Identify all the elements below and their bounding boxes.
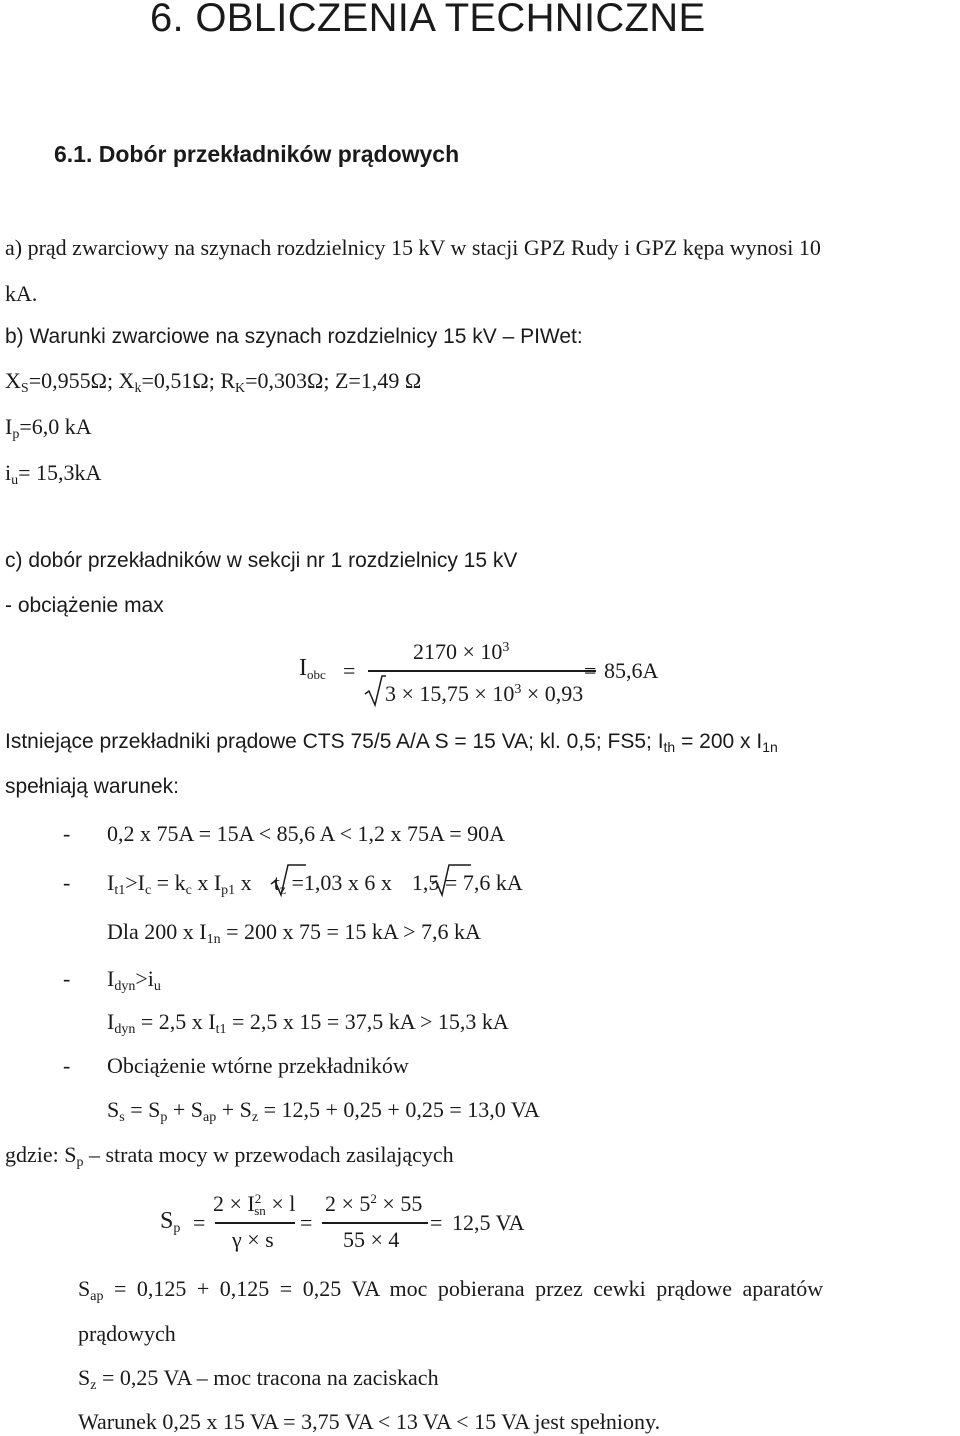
- iobc-denominator: $3 \times 15,75 \times 10^3 \times 0,93$: [385, 681, 584, 706]
- item-a-line2: kA.: [5, 281, 38, 306]
- dash: -: [63, 870, 71, 895]
- ip-value: $I_p=6,0$ kA: [5, 414, 92, 442]
- dash: -: [63, 821, 71, 846]
- dash: -: [63, 966, 71, 991]
- sp-lhs: $S_p$: [160, 1208, 181, 1236]
- sp-fraction-bar-2: [322, 1222, 428, 1224]
- sap-line: $S_{ap} = 0,125 + 0,125 = 0,25$ VA moc pobierana przez cewki prądowe aparatów: [78, 1276, 824, 1304]
- iobc-numerator: $2170 \times 10^3$: [413, 639, 510, 664]
- page-title: 6. OBLICZENIA TECHNICZNE: [150, 0, 706, 40]
- sqrt-icon: [364, 674, 386, 708]
- sp-denominator-2: 55 × 4: [343, 1227, 400, 1252]
- iobc-result: 85,6A: [604, 658, 659, 683]
- condition-3: Dla 200 x $I_{1n} = 200$ x 75 = 15 kA > 7,6 kA: [107, 919, 481, 947]
- condition-6: Obciążenie wtórne przekładników: [107, 1053, 409, 1078]
- impedance-values: $X_S=0,955\Omega$; $X_k=0,51\Omega$; $R_K=0,303\Omega$; Z=1,49 Ω: [5, 368, 422, 396]
- dash: -: [63, 1053, 71, 1078]
- sp-result: 12,5 VA: [452, 1210, 525, 1235]
- condition-1: 0,2 x 75A = 15A < 85,6 A < 1,2 x 75A = 90A: [107, 821, 505, 846]
- sp-eq1: =: [193, 1210, 206, 1235]
- item-c-line2: - obciążenie max: [5, 594, 164, 617]
- item-b-line1: b) Warunki zwarciowe na szynach rozdzielnicy 15 kV – PIWet:: [5, 325, 583, 348]
- warunek-line: Warunek 0,25 x 15 VA = 3,75 VA < 13 VA < 15 VA jest spełniony.: [78, 1409, 661, 1434]
- sap-line2: prądowych: [78, 1321, 176, 1346]
- sqrt-icon: [270, 862, 306, 898]
- iobc-lhs: $I_{obc}$: [299, 655, 326, 682]
- iobc-eq2: =: [584, 658, 597, 683]
- existing-line2: spełniają warunek:: [5, 775, 179, 798]
- sqrt-icon: [431, 862, 471, 898]
- existing-transformers: Istniejące przekładniki prądowe CTS 75/5 A/A S = 15 VA; kl. 0,5; FS5; $I_{th} = 200$ x $I_{1n}$: [5, 730, 778, 755]
- condition-4: $I_{dyn}>i_u$: [107, 966, 161, 994]
- sp-numerator-2: $2 \times 5^2 \times 55$: [325, 1191, 423, 1216]
- item-c-line1: c) dobór przekładników w sekcji nr 1 rozdzielnicy 15 kV: [5, 549, 518, 572]
- section-title: 6.1. Dobór przekładników prądowych: [54, 141, 460, 167]
- sp-denominator-1: γ × s: [232, 1227, 274, 1252]
- sp-eq3: =: [430, 1210, 443, 1235]
- condition-5: $I_{dyn} = 2,5$ x $I_{t1} = 2,5$ x 15 = 37,5 kA > 15,3 kA: [107, 1009, 509, 1037]
- iobc-fraction-bar: [368, 670, 596, 672]
- item-a-line1: a) prąd zwarciowy na szynach rozdzielnicy 15 kV w stacji GPZ Rudy i GPZ kępa wynosi 10: [5, 235, 821, 260]
- condition-7: $S_s = S_p + S_{ap} + S_z = 12,5 + 0,25 + 0,25 = 13,0$ VA: [107, 1097, 540, 1125]
- condition-2: $I_{t1}>I_c = k_c$ x $I_{p1}$ x $t_z =1,03$ x 6 x 1,5 = 7,6 kA: [107, 870, 523, 898]
- iu-value: $i_u= 15,3kA$: [5, 460, 102, 488]
- sp-numerator-1: $2 \times I^2_{sn} \times l$: [213, 1191, 296, 1218]
- sz-line: $S_z = 0,25$ VA – moc tracona na zaciskach: [78, 1365, 439, 1393]
- gdzie-line: gdzie: $S_p$ – strata mocy w przewodach zasilających: [5, 1142, 454, 1170]
- iobc-eq1: =: [343, 658, 356, 683]
- sp-eq2: =: [300, 1210, 313, 1235]
- sp-fraction-bar-1: [215, 1222, 295, 1224]
